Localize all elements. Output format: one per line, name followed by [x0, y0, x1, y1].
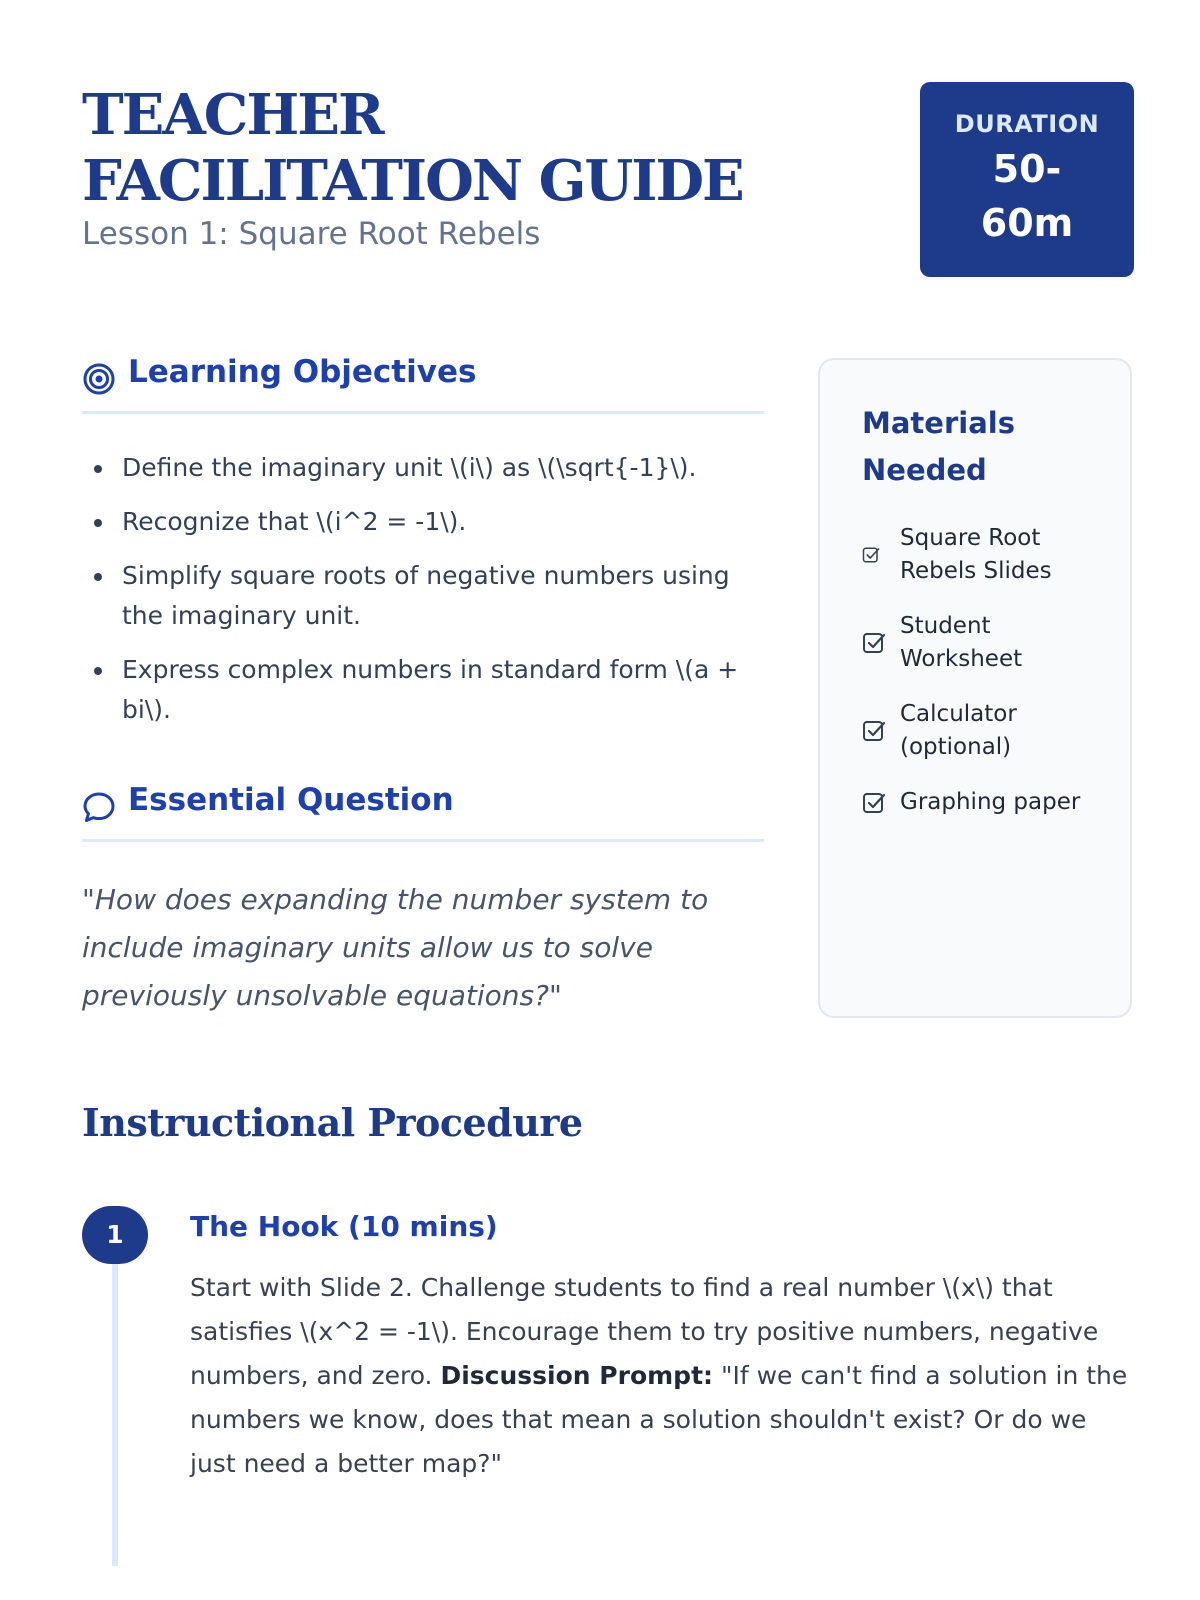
step-title: The Hook (10 mins)	[190, 1210, 498, 1243]
duration-value: 50-60m	[980, 147, 1074, 245]
material-label: Graphing paper	[900, 789, 1081, 815]
step-number-badge: 1	[82, 1206, 148, 1264]
material-label: Student Worksheet	[900, 613, 1023, 672]
material-item	[862, 786, 1090, 819]
duration-badge	[920, 82, 1134, 277]
step-timeline	[112, 1240, 118, 1566]
materials-title: Materials Needed	[862, 406, 1015, 487]
discussion-prompt-label: Discussion Prompt:	[440, 1361, 714, 1390]
procedure-title: Instructional Procedure	[82, 1100, 583, 1145]
checkbox-icon	[862, 546, 880, 564]
target-icon	[82, 362, 116, 396]
materials-panel	[818, 358, 1132, 1018]
page-header	[82, 82, 1132, 282]
step-description	[190, 1266, 1130, 1486]
list-item: Recognize that \(i^2 = -1\).	[82, 502, 762, 542]
essential-question-header	[82, 782, 764, 842]
checkbox-icon	[862, 791, 886, 815]
material-item	[862, 610, 1090, 676]
checkbox-icon	[862, 719, 886, 743]
material-label: Calculator (optional)	[900, 701, 1017, 760]
material-item	[862, 698, 1090, 764]
page-title: TEACHER FACILITATION GUIDE	[82, 82, 743, 214]
step-text-before: Start with Slide 2. Challenge students to find a real number \(x\) that satisfies \(x^2 = -1\). Encourage them to try positive numbers, negative numbers, and zero.	[190, 1273, 1099, 1390]
essential-question-title: Essential Question	[128, 782, 454, 818]
lesson-subtitle: Lesson 1: Square Root Rebels	[82, 216, 541, 252]
essential-question-text: "How does expanding the number system to include imaginary units allow us to solve previously unsolvable equations?"	[82, 883, 709, 1012]
material-item	[862, 522, 1090, 588]
checkbox-icon	[862, 631, 886, 655]
step-text-after: "If we can't find a solution in the numbers we know, does that mean a solution shouldn't exist? Or do we just need a better map?"	[190, 1361, 1128, 1478]
materials-list	[862, 522, 1090, 819]
learning-objectives-header	[82, 354, 764, 414]
list-item: Simplify square roots of negative numbers using the imaginary unit.	[82, 556, 762, 636]
objectives-list	[82, 448, 762, 744]
learning-objectives-title: Learning Objectives	[128, 354, 477, 390]
speech-bubble-icon	[82, 790, 116, 824]
list-item: Express complex numbers in standard form \(a + bi\).	[82, 650, 762, 730]
duration-label: DURATION	[954, 110, 1100, 138]
material-label: Square Root Rebels Slides	[900, 525, 1052, 584]
list-item: Define the imaginary unit \(i\) as \(\sqrt{-1}\).	[82, 448, 762, 488]
